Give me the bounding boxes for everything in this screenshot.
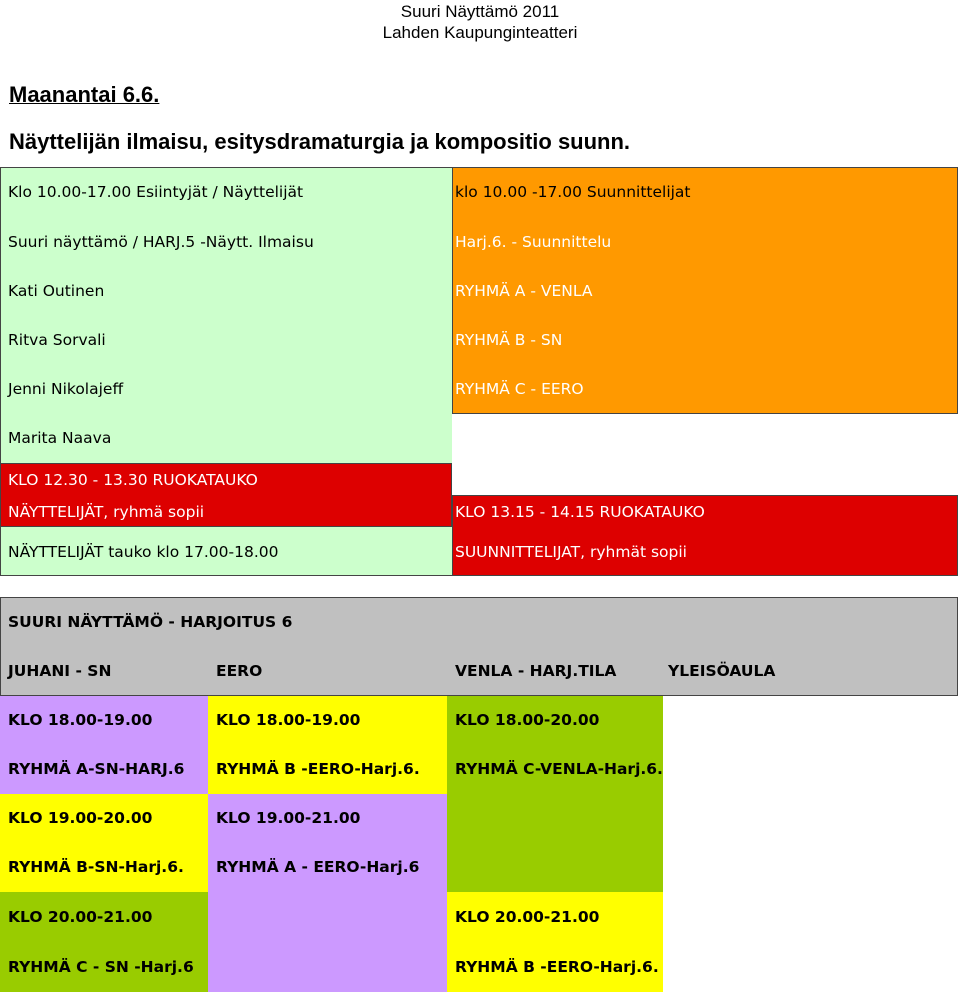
schedule-group: RYHMÄ C - SN -Harj.6 (8, 958, 194, 976)
document-header-line2: Lahden Kaupunginteatteri (382, 23, 578, 42)
schedule-time: KLO 18.00-20.00 (455, 711, 600, 729)
course-title: Näyttelijän ilmaisu, esitysdramaturgia ja kompositio suunn. (9, 129, 631, 154)
designers-time: klo 10.00 -17.00 Suunnittelijat (455, 183, 691, 201)
date-title: Maanantai 6.6. (9, 82, 160, 107)
designers-location: Harj.6. - Suunnittelu (455, 233, 612, 251)
schedule-cell (447, 892, 663, 992)
actors-break: NÄYTTELIJÄT tauko klo 17.00-18.00 (8, 543, 279, 561)
designer-group: RYHMÄ C - EERO (455, 380, 584, 398)
actors-lunch-note: NÄYTTELIJÄT, ryhmä sopii (8, 503, 205, 521)
actors-time: Klo 10.00-17.00 Esiintyjät / Näyttelijät (8, 183, 304, 201)
designer-group: RYHMÄ B - SN (455, 331, 563, 349)
schedule-time: KLO 18.00-19.00 (8, 711, 153, 729)
designers-lunch-note: SUUNNITTELIJAT, ryhmät sopii (455, 543, 687, 561)
schedule-group: RYHMÄ B-SN-Harj.6. (8, 858, 184, 876)
rehearsal-column-header: JUHANI - SN (8, 662, 112, 680)
actor-name: Jenni Nikolajeff (8, 380, 124, 398)
designers-lunch-time: KLO 13.15 - 14.15 RUOKATAUKO (455, 503, 705, 521)
schedule-group: RYHMÄ A - EERO-Harj.6 (216, 858, 420, 876)
actor-name: Ritva Sorvali (8, 331, 106, 349)
rehearsal-title: SUURI NÄYTTÄMÖ - HARJOITUS 6 (8, 613, 293, 631)
document-header-line1: Suuri Näyttämö 2011 (400, 2, 560, 21)
actors-lunch-time: KLO 12.30 - 13.30 RUOKATAUKO (8, 471, 258, 489)
schedule-time: KLO 20.00-21.00 (455, 908, 600, 926)
actors-location: Suuri näyttämö / HARJ.5 -Näytt. Ilmaisu (8, 233, 314, 251)
schedule-time: KLO 19.00-20.00 (8, 809, 153, 827)
schedule-group: RYHMÄ C-VENLA-Harj.6. (455, 760, 663, 778)
actor-name: Kati Outinen (8, 282, 105, 300)
schedule-group: RYHMÄ A-SN-HARJ.6 (8, 760, 185, 778)
schedule-group: RYHMÄ B -EERO-Harj.6. (216, 760, 420, 778)
schedule-cell (0, 892, 208, 992)
designer-group: RYHMÄ A - VENLA (455, 282, 593, 300)
rehearsal-column-header: EERO (216, 662, 263, 680)
rehearsal-block (0, 597, 958, 696)
schedule-time: KLO 20.00-21.00 (8, 908, 153, 926)
schedule-group: RYHMÄ B -EERO-Harj.6. (455, 958, 659, 976)
actor-name: Marita Naava (8, 429, 112, 447)
schedule-time: KLO 18.00-19.00 (216, 711, 361, 729)
rehearsal-column-header: YLEISÖAULA (668, 662, 776, 680)
schedule-time: KLO 19.00-21.00 (216, 809, 361, 827)
rehearsal-column-header: VENLA - HARJ.TILA (455, 662, 617, 680)
actors-block (0, 167, 452, 464)
